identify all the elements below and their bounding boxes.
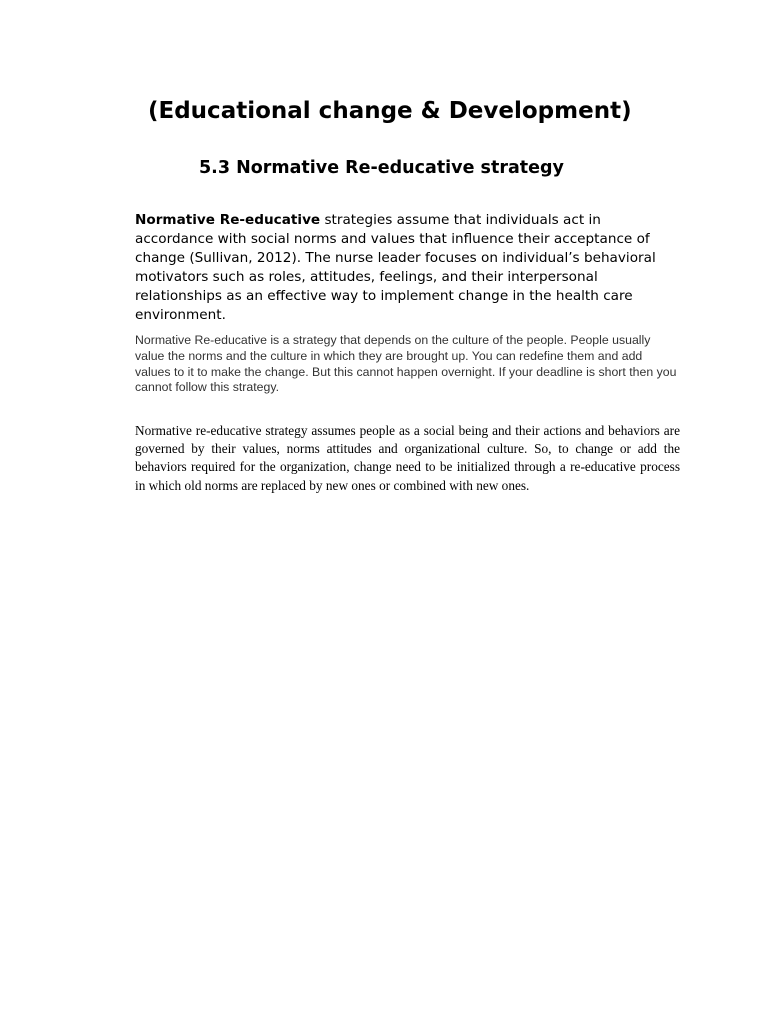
section-title: 5.3 Normative Re-educative strategy <box>199 158 564 178</box>
paragraph-sullivan <box>135 211 680 325</box>
paragraph-body: strategies assume that individuals act in accordance with social norms and values that influence their acceptance of change (Sullivan, 2012). The nurse leader focuses on individual’s behavioral motivators such as roles, attitudes, feelings, and their interpersonal relationships as an effective way to implement change in the health care environment. <box>135 212 656 323</box>
main-title: (Educational change & Development) <box>148 98 632 124</box>
paragraph-social-being: Normative re-educative strategy assumes people as a social being and their actions and behaviors are governed by their values, norms attitudes and organizational culture. So, to change or add the behaviors required for the organization, change need to be initialized through a re-educative process in which old norms are replaced by new ones or combined with new ones. <box>135 423 680 493</box>
paragraph-lead-term: Normative Re-educative <box>135 212 321 228</box>
paragraph-culture: Normative Re-educative is a strategy that depends on the culture of the people. People usually value the norms and the culture in which they are brought up. You can redefine them and add values to it to make the change. But this cannot happen overnight. If your deadline is short then you cannot follow this strategy. <box>135 333 677 395</box>
